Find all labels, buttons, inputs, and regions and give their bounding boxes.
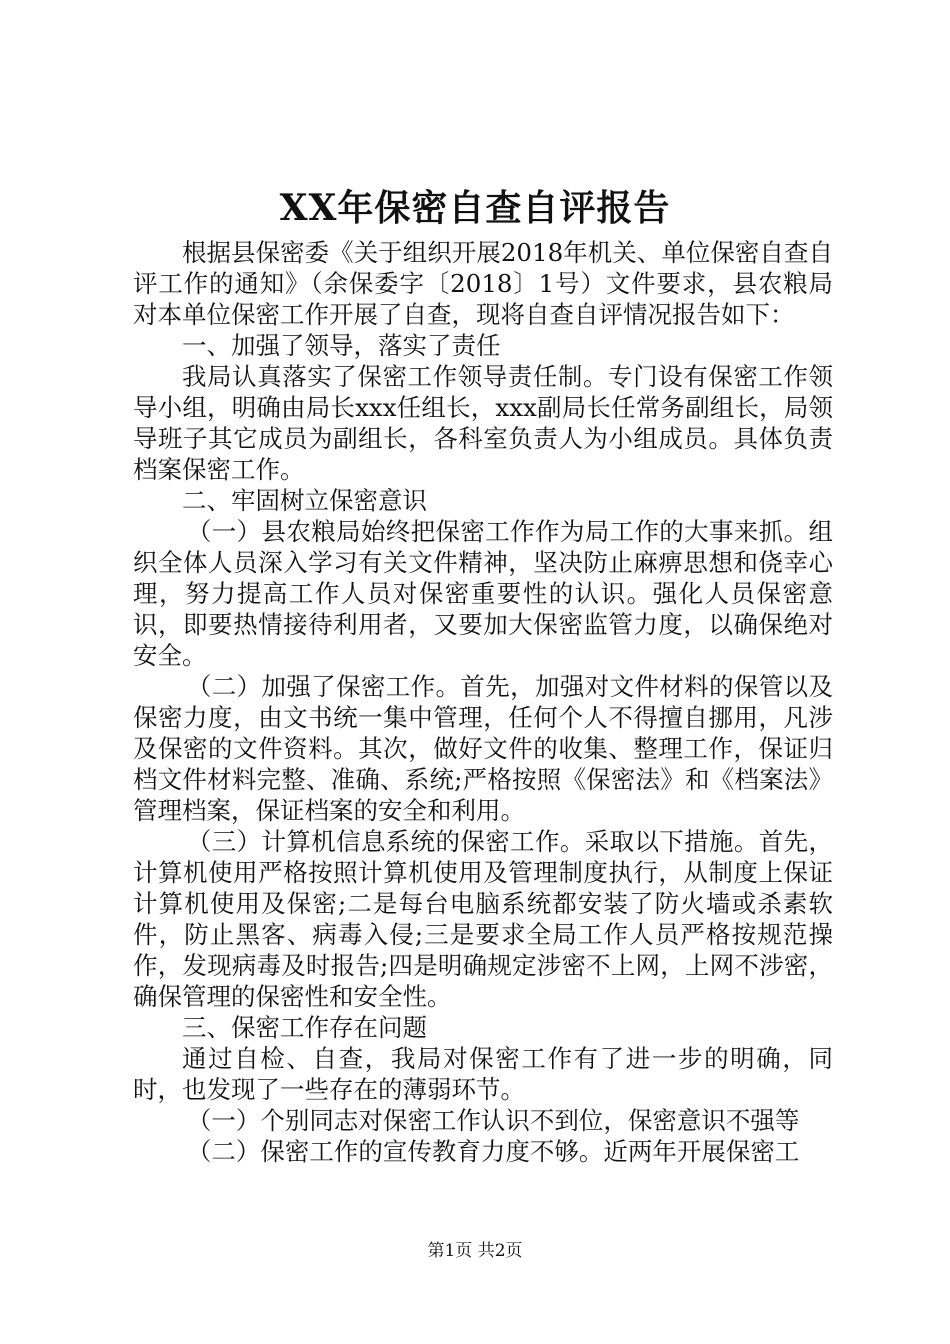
paragraph-item-3: （三）计算机信息系统的保密工作。采取以下措施。首先，计算机使用严格按照计算机使用及管理制度执行，从制度上保证计算机使用及保密;二是每台电脑系统都安装了防火墙或杀素软件，防止黑客、病毒入侵;三是要求全局工作人员严格按规范操作，发现病毒及时报告;四是明确规定涉密不上网，上网不涉密，确保管理的保密性和安全性。	[133, 827, 833, 1011]
paragraph-problem-2: （二）保密工作的宣传教育力度不够。近两年开展保密工	[186, 1137, 800, 1166]
section-heading-3: 三、保密工作存在问题	[182, 1013, 427, 1042]
section-heading-1: 一、加强了领导，落实了责任	[182, 331, 501, 360]
document-body	[133, 237, 833, 1167]
document-title: XX年保密自查自评报告	[279, 187, 671, 229]
page-footer: 第1页 共2页	[427, 1241, 523, 1261]
paragraph-problems-intro: 通过自检、自查，我局对保密工作有了进一步的明确，同时，也发现了一些存在的薄弱环节。	[133, 1044, 833, 1104]
paragraph-problem-1: （一）个别同志对保密工作认识不到位，保密意识不强等	[186, 1106, 800, 1135]
paragraph-leadership: 我局认真落实了保密工作领导责任制。专门设有保密工作领导小组，明确由局长xxx任组长，xxx副局长任常务副组长，局领导班子其它成员为副组长，各科室负责人为小组成员。具体负责档案保密工作。	[133, 362, 833, 484]
paragraph-item-2: （二）加强了保密工作。首先，加强对文件材料的保管以及保密力度，由文书统一集中管理，任何个人不得擅自挪用，凡涉及保密的文件资料。其次，做好文件的收集、整理工作，保证归档文件材料完整、准确、系统;严格按照《保密法》和《档案法》管理档案，保证档案的安全和利用。	[133, 672, 833, 825]
section-heading-2: 二、牢固树立保密意识	[182, 486, 427, 515]
paragraph-intro: 根据县保密委《关于组织开展2018年机关、单位保密自查自评工作的通知》（余保委字〔2018〕1号）文件要求，县农粮局对本单位保密工作开展了自查，现将自查自评情况报告如下：	[133, 238, 833, 329]
paragraph-item-1: （一）县农粮局始终把保密工作作为局工作的大事来抓。组织全体人员深入学习有关文件精神，坚决防止麻痹思想和侥幸心理，努力提高工作人员对保密重要性的认识。强化人员保密意识，即要热情接待利用者，又要加大保密监管力度，以确保绝对安全。	[133, 517, 833, 670]
